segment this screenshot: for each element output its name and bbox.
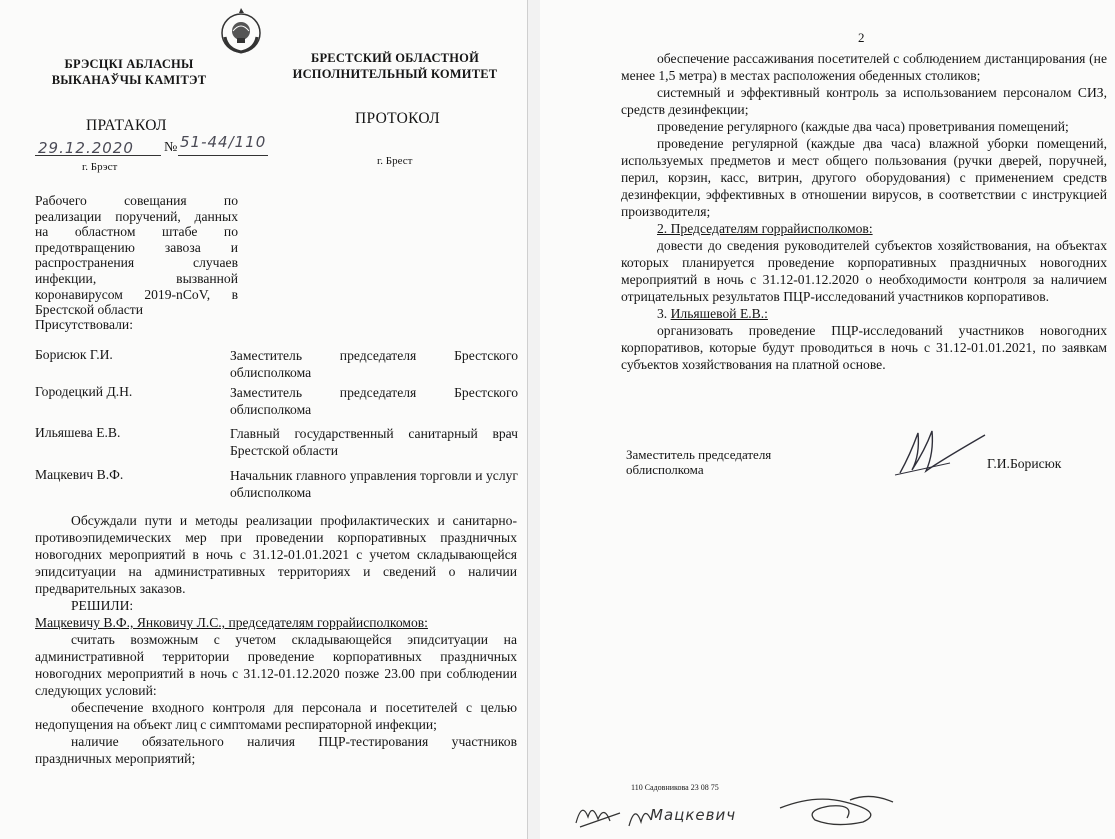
condition-1: обеспечение входного контроля для персонала и посетителей с целью недопущения на объект лиц с симптомами респираторной инфекции; [35, 700, 517, 732]
page1-body [35, 512, 517, 767]
page-number: 2 [858, 30, 865, 45]
item1-header-line [35, 614, 517, 631]
org-name-ru [280, 50, 510, 82]
meeting-subject [35, 193, 238, 318]
subject-line: Рабочего совещания по [35, 193, 238, 208]
title-by: ПРАТАКОЛ [86, 117, 167, 134]
number-underline [178, 155, 268, 156]
org-name-ru-line: БРЕСТСКИЙ ОБЛАСТНОЙ [311, 51, 479, 65]
attendee-position: Начальник главного управления торговли и услуг облисполкома [230, 468, 518, 500]
signer-title-line: Заместитель председателя [626, 447, 772, 462]
initials-stamp-icon [570, 793, 630, 831]
item2-text: довести до сведения руководителей субъектов хозяйствования, на объектах которых планируется проведение корпоративных праздничных новогодних мероприятий в ночь с 31.12-01.12.2020 о необходимости контроля за наличием отрицательных результатов ПЦР-исследований участников корпоративов. [621, 238, 1107, 304]
footer-handwritten-note: Мацкевич [650, 806, 737, 824]
decided-label: РЕШИЛИ: [71, 598, 134, 613]
discussed-paragraph: Обсуждали пути и методы реализации профилактических и санитарно-противоэпидемических мер при проведении корпоративных праздничных новогодних мероприятий в ночь с 31.12-01.01.2021 с учетом складывающейся эпидситуации на административных территориях и сведений о наличии предварительных заказов. [35, 513, 517, 596]
subject-line: коронавирусом 2019-nCoV, в [35, 286, 238, 302]
attendee-name: Городецкий Д.Н. [35, 384, 133, 399]
city-by: г. Брэст [82, 161, 118, 173]
condition-4: системный и эффективный контроль за использованием персоналом СИЗ, средств дезинфекции; [621, 85, 1107, 117]
signer-name: Г.И.Борисюк [987, 456, 1062, 471]
signature-icon [890, 425, 1000, 480]
item3-header: Ильяшевой Е.В.: [670, 306, 768, 321]
org-name-by-line: ВЫКАНАЎЧЫ КАМІТЭТ [51, 73, 207, 87]
org-name-ru-line: ИСПОЛНИТЕЛЬНЫЙ КОМИТЕТ [292, 67, 498, 81]
condition-3: обеспечение рассаживания посетителей с соблюдением дистанцирования (не менее 1,5 метра) в местах расположения обеденных столиков; [621, 51, 1107, 83]
item2-header-line [621, 220, 1107, 237]
item3-header-line [621, 305, 1107, 322]
handwritten-number: 51-44/110 [180, 133, 267, 151]
title-ru: ПРОТОКОЛ [355, 110, 440, 127]
attendee-name: Ильяшева Е.В. [35, 425, 121, 440]
item2-header: 2. Председателям горрайисполкомов: [657, 221, 873, 236]
subject-line: инфекции, вызванной [35, 270, 238, 286]
item3-number: 3. [657, 306, 668, 321]
attendee-position: Главный государственный санитарный врач Брестской области [230, 426, 518, 458]
item3-text: организовать проведение ПЦР-исследований участников новогодних корпоративов, которые будут проводиться в ночь с 31.12-01.01.2021, по заявкам субъектов хозяйствования на платной основе. [621, 323, 1107, 372]
city-ru: г. Брест [377, 155, 413, 167]
attendee-name: Борисюк Г.И. [35, 347, 113, 362]
condition-6: проведение регулярной (каждые два часа) влажной уборки помещений, используемых предметов и мест общего пользования (ручки дверей, поручней, перил, корзин, касс, витрин, другого оборудования) с применением средств дезинфекции, эффективных в отношении вирусов, в соответствии с инструкцией производителя; [621, 136, 1107, 219]
page2-body [621, 50, 1107, 373]
coat-of-arms-icon [219, 7, 263, 55]
document-page-2 [540, 0, 1115, 839]
handwritten-date: 29.12.2020 [38, 139, 134, 157]
signer-title-line: облисполкома [626, 462, 704, 477]
subject-line: на областном штабе по [35, 224, 238, 240]
number-sign: № [164, 140, 178, 155]
present-label: Присутствовали: [35, 317, 133, 332]
visa-signature-icon [775, 790, 900, 830]
org-name-by [36, 56, 222, 88]
org-name-by-line: БРЭСЦКІ АБЛАСНЫ [64, 57, 194, 71]
subject-line: распространения случаев [35, 255, 238, 271]
footer-contact: 110 Садовникова 23 08 75 [631, 783, 719, 792]
attendee-name: Мацкевич В.Ф. [35, 467, 124, 482]
subject-line: предотвращению завоза и [35, 239, 238, 255]
condition-2: наличие обязательного наличия ПЦР-тестирования участников праздничных мероприятий; [35, 734, 517, 766]
signer-title [626, 447, 771, 477]
attendee-position: Заместитель председателя Брестского облисполкома [230, 348, 518, 380]
subject-line: реализации поручений, данных [35, 208, 238, 224]
date-underline [35, 155, 161, 156]
item1-header: Мацкевичу В.Ф., Янковичу Л.С., председателям горрайисполкомов: [35, 615, 428, 630]
condition-5: проведение регулярного (каждые два часа) проветривания помещений; [657, 119, 1069, 134]
subject-line: Брестской области [35, 302, 143, 318]
item1-text: считать возможным с учетом складывающейся эпидситуации на административной территории проведение корпоративных праздничных новогодних мероприятий в ночь с 31.12-01.12.2020 позже 23.00 при соблюдении следующих условий: [35, 632, 517, 698]
handwritten-scribble-icon [625, 800, 655, 832]
attendee-position: Заместитель председателя Брестского облисполкома [230, 385, 518, 417]
document-page-1 [0, 0, 528, 839]
